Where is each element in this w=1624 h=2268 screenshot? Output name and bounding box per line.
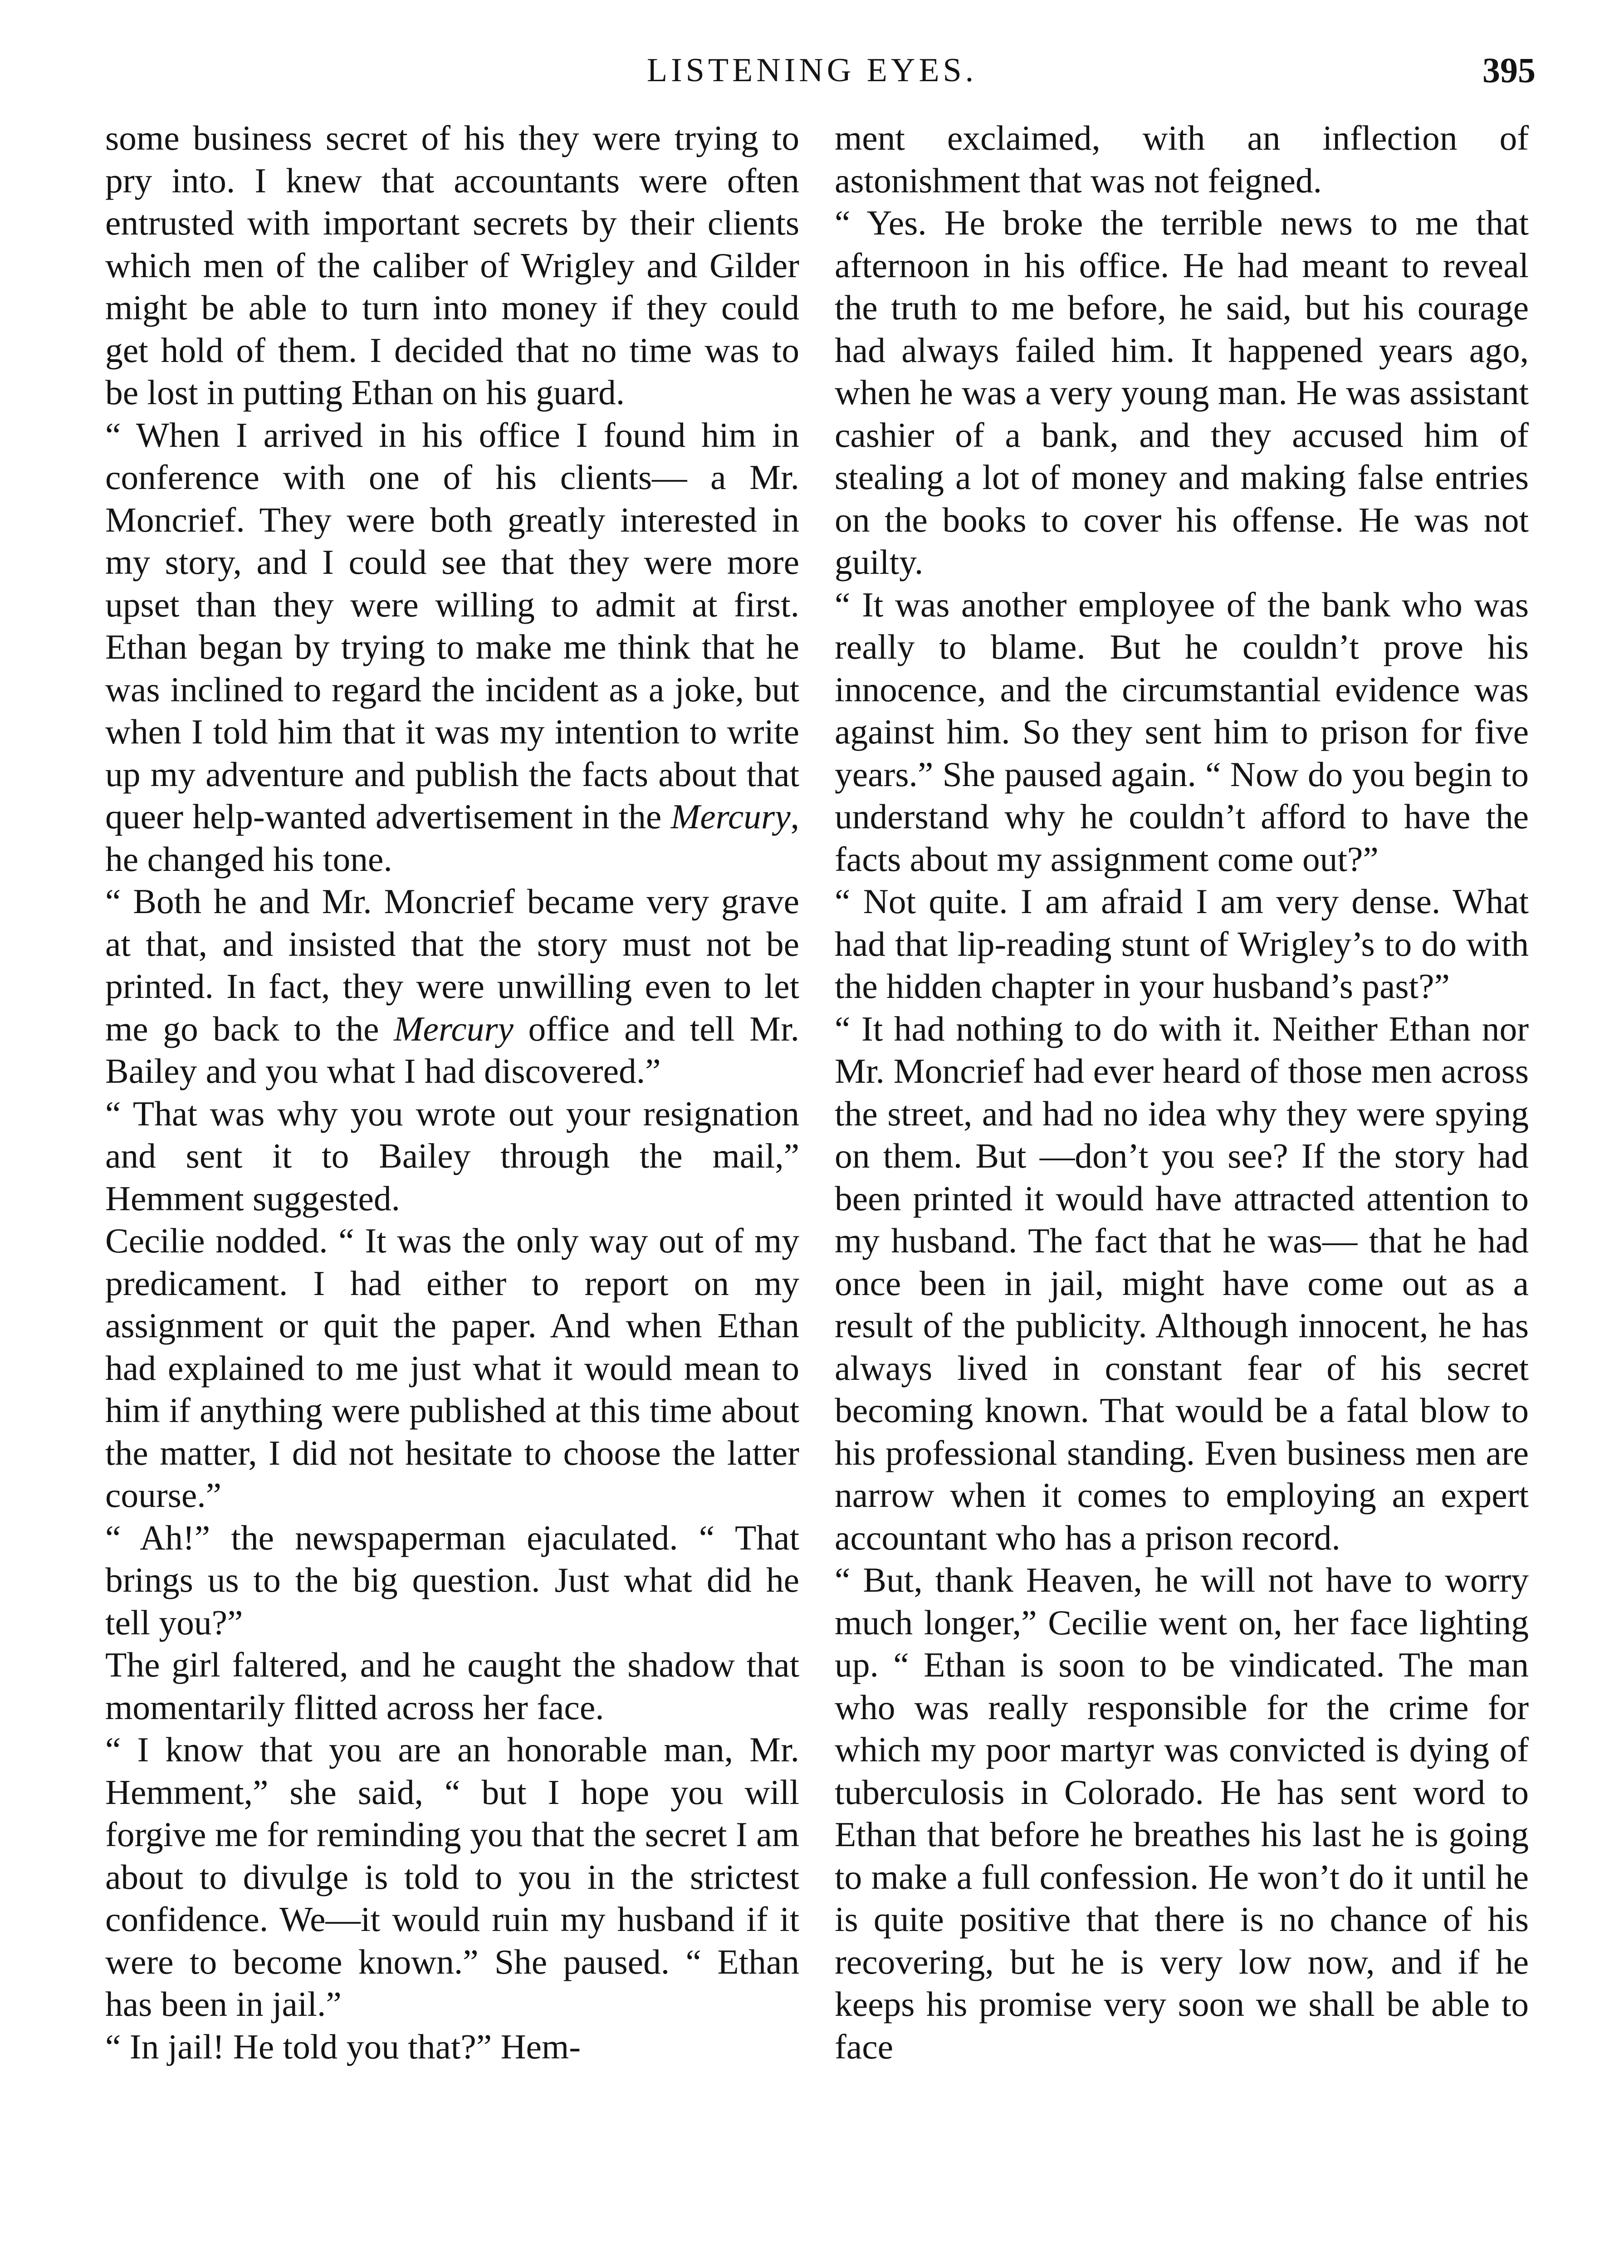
paragraph: “ I know that you are an honorable man, Mr. Hemment,” she said, “ but I hope you will forgive me for reminding you that the secret I am about to divulge is told to you in the strictest confidence. We—it would ruin my husband if it were to become known.” She paused. “ Ethan has been in jail.”: [105, 1730, 799, 2024]
paragraph: “ It was another employee of the bank who was really to blame. But he couldn’t prove his innocence, and the circumstantial evidence was against him. So they sent him to prison for five years.” She paused again. “ Now do you begin to understand why he couldn’t afford to have the facts about my assignment come out?”: [835, 585, 1529, 879]
right-column: [835, 117, 1529, 2068]
left-column: [105, 117, 799, 2068]
paragraph: The girl faltered, and he caught the shadow that momentarily flitted across her face.: [105, 1645, 799, 1727]
paragraph: some business secret of his they were trying to pry into. I knew that accountants were often entrusted with important secrets by their clients which men of the caliber of Wrigley and Gilder might be able to turn into money if they could get hold of them. I decided that no time was to be lost in putting Ethan on his guard.: [105, 118, 799, 412]
newspaper-name: Mercury: [393, 1009, 514, 1048]
paragraph: ment exclaimed, with an inflection of astonishment that was not feigned.: [835, 118, 1529, 200]
paragraph: “ But, thank Heaven, he will not have to worry much longer,” Cecilie went on, her face lighting up. “ Ethan is soon to be vindicated. The man who was really responsible for the crime for which my poor martyr was convicted is dying of tuberculosis in Colorado. He has sent word to Ethan that before he breathes his last he is going to make a full confession. He won’t do it until he is quite positive that there is no chance of his recovering, but he is very low now, and if he keeps his promise very soon we shall be able to face: [835, 1560, 1529, 2066]
paragraph: “ It had nothing to do with it. Neither Ethan nor Mr. Moncrief had ever heard of those men across the street, and had no idea why they were spying on them. But —don’t you see? If the story had been printed it would have attracted attention to my husband. The fact that he was— that he had once been in jail, might have come out as a result of the publicity. Although innocent, he has always lived in constant fear of his secret becoming known. That would be a fatal blow to his professional standing. Even business men are narrow when it comes to employing an expert accountant who has a prison record.: [835, 1009, 1529, 1557]
paragraph: Cecilie nodded. “ It was the only way out of my predicament. I had either to report on my assignment or quit the paper. And when Ethan had explained to me just what it would mean to him if anything were published at this time about the matter, I did not hesitate to choose the latter course.”: [105, 1221, 799, 1515]
paragraph: “ Ah!” the newspaperman ejaculated. “ That brings us to the big question. Just what did he tell you?”: [105, 1518, 799, 1642]
paragraph: “ Yes. He broke the terrible news to me that afternoon in his office. He had meant to reveal the truth to me before, he said, but his courage had always failed him. It happened years ago, when he was a very young man. He was assistant cashier of a bank, and they accused him of stealing a lot of money and making false entries on the books to cover his offense. He was not guilty.: [835, 203, 1529, 582]
running-title: LISTENING EYES.: [646, 52, 978, 89]
newspaper-name: Mercury: [670, 797, 791, 836]
paragraph: “ In jail! He told you that?” Hem-: [105, 2027, 581, 2066]
page-number: 395: [1482, 50, 1536, 90]
paragraph: “ Not quite. I am afraid I am very dense. What had that lip-reading stunt of Wrigley’s to do with the hidden chapter in your husband’s past?”: [835, 882, 1529, 1006]
paragraph: “ Both he and Mr. Moncrief became very grave at that, and insisted that the story must not be printed. In fact, they were unwilling even to let me go back to the Mercury office and tell Mr. Bailey and you what I had discovered.”: [105, 882, 799, 1090]
paragraph: “ That was why you wrote out your resignation and sent it to Bailey through the mail,” Hemment suggested.: [105, 1094, 799, 1218]
page-header: [0, 43, 1624, 98]
paragraph: “ When I arrived in his office I found him in conference with one of his clients— a Mr. Moncrief. They were both greatly interested in my story, and I could see that they were more upset than they were willing to admit at first. Ethan began by trying to make me think that he was inclined to regard the incident as a joke, but when I told him that it was my intention to write up my adventure and publish the facts about that queer help-wanted advertisement in the Mercury, he changed his tone.: [105, 415, 799, 879]
